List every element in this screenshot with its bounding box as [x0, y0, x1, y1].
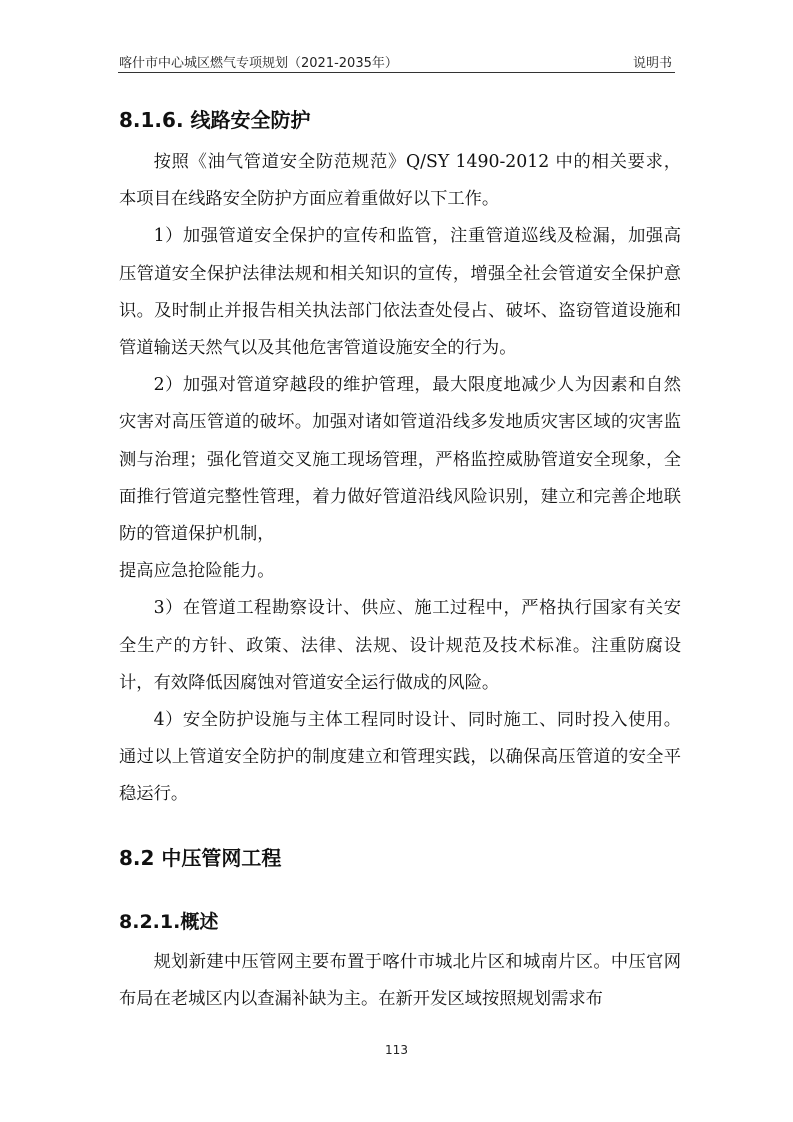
section-8-1-6-heading: 8.1.6. 线路安全防护	[119, 108, 311, 132]
section-8-1-6-intro: 按照《油气管道安全防范规范》Q/SY 1490-2012 中的相关要求，本项目在线路安全防护方面应着重做好以下工作。	[119, 152, 681, 210]
section-8-1-6-item-2-continued: 提高应急抢险能力。	[119, 561, 275, 582]
section-8-2-heading: 8.2 中压管网工程	[119, 845, 282, 870]
header-title: 喀什市中心城区燃气专项规划（2021-2035年）	[119, 56, 398, 71]
section-8-2-1-heading: 8.2.1.概述	[119, 910, 219, 933]
section-8-2-1-paragraph: 规划新建中压管网主要布置于喀什市城北片区和城南片区。中压官网布局在老城区内以查漏补缺为主。在新开发区域按照规划需求布	[119, 951, 681, 1009]
section-8-1-6-item-1: 1）加强管道安全保护的宣传和监管，注重管道巡线及检漏，加强高压管道安全保护法律法规和相关知识的宣传，增强全社会管道安全保护意识。及时制止并报告相关执法部门依法查处侵占、破坏、盗窃管道设施和管道输送天然气以及其他危害管道设施安全的行为。	[119, 226, 681, 359]
page-content	[119, 100, 681, 1018]
page-number: 113	[385, 1043, 408, 1057]
section-8-1-6-item-3: 3）在管道工程勘察设计、供应、施工过程中，严格执行国家有关安全生产的方针、政策、法律、法规、设计规范及技术标准。注重防腐设计，有效降低因腐蚀对管道安全运行做成的风险。	[119, 598, 681, 693]
header-divider	[118, 72, 675, 73]
header-doc-type: 说明书	[632, 56, 672, 71]
section-8-1-6-item-4: 4）安全防护设施与主体工程同时设计、同时施工、同时投入使用。通过以上管道安全防护的制度建立和管理实践，以确保高压管道的安全平稳运行。	[119, 710, 681, 805]
section-8-1-6-item-2: 2）加强对管道穿越段的维护管理，最大限度地减少人为因素和自然灾害对高压管道的破坏。加强对诸如管道沿线多发地质灾害区域的灾害监测与治理；强化管道交叉施工现场管理，严格监控威胁管道安全现象，全面推行管道完整性管理，着力做好管道沿线风险识别，建立和完善企地联防的管道保护机制，	[119, 375, 681, 545]
